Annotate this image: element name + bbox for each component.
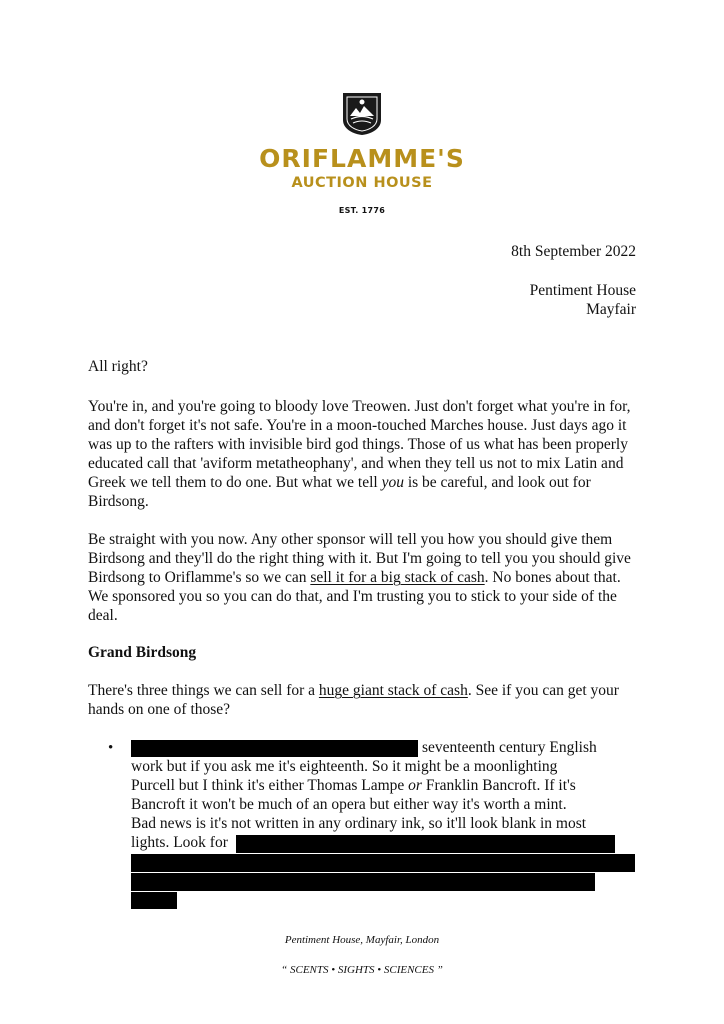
section-heading: Grand Birdsong (88, 644, 197, 661)
sender-address (530, 281, 636, 319)
brand-name: ORIFLAMME'S (259, 144, 465, 173)
letter-date: 8th September 2022 (511, 243, 636, 260)
paragraph-2-text-a: Be straight with you now. Any other sponsor will tell you how you should give them Birdsong and they'll do the right thing with it. But I'm going to tell you you should give Birdsong to Oriflamme's so we can (88, 531, 631, 586)
greeting: All right? (88, 358, 148, 375)
list-item-line-3-b: Franklin Bancroft. If it's (421, 777, 576, 794)
paragraph-3-text-b: . See if you can get your hands on one of those? (88, 682, 619, 718)
list-item-line-4: Bancroft it won't be much of an opera but either way it's worth a mint. (131, 796, 567, 813)
paragraph-3-underlined: huge giant stack of cash (318, 682, 468, 699)
paragraph-1-text-a: You're in, and you're going to bloody love Treowen. Just don't forget what you're in for, and don't forget it's not safe. You're in a moon-touched Marches house. Just days ago it was up to the rafters with invisible bird god things. Those of us what has been properly educated call that 'aviform metatheophany', and when they tell us not to mix Latin and Greek we tell them to do one. But what we tell (88, 398, 631, 491)
list-bullet: • (108, 740, 114, 756)
redaction-bar (131, 854, 635, 872)
paragraph-2 (88, 530, 638, 625)
footer-motto: “ SCENTS • SIGHTS • SCIENCES ” (281, 964, 443, 976)
footer-address: Pentiment House, Mayfair, London (284, 934, 440, 946)
established-year: EST. 1776 (338, 206, 386, 215)
crest-logo-icon (342, 92, 382, 136)
paragraph-2-text-b: . No bones about that. We sponsored you so you can do that, and I'm trusting you to stick to your side of the deal. (88, 569, 621, 624)
list-item-line-2: work but if you ask me it's eighteenth. So it might be a moonlighting (131, 758, 558, 775)
brand-subtitle: AUCTION HOUSE (291, 175, 433, 191)
paragraph-2-underlined: sell it for a big stack of cash (310, 569, 485, 586)
list-item-line-1: seventeenth century English (422, 739, 597, 756)
paragraph-1 (88, 397, 638, 511)
redaction-bar (236, 835, 615, 853)
list-item-line-3-a: Purcell but I think it's either Thomas Lampe (131, 777, 409, 794)
address-line-2: Mayfair (586, 301, 636, 318)
paragraph-3 (88, 681, 638, 719)
paragraph-3-text-a: There's three things we can sell for a (88, 682, 319, 699)
list-item-line-3 (131, 776, 636, 795)
redaction-bar (131, 873, 595, 891)
list-item-line-3-or: or (408, 777, 422, 794)
letterhead (0, 92, 724, 215)
redaction-bar (131, 740, 418, 757)
list-item-line-5: Bad news is it's not written in any ordinary ink, so it'll look blank in most (131, 815, 587, 832)
address-line-1: Pentiment House (529, 282, 636, 299)
list-item-line-6: lights. Look for (131, 834, 228, 851)
paragraph-1-text-b: is be careful, and look out for Birdsong. (88, 474, 591, 510)
redaction-bar (131, 892, 177, 909)
paragraph-1-emphasis: you (381, 474, 404, 491)
